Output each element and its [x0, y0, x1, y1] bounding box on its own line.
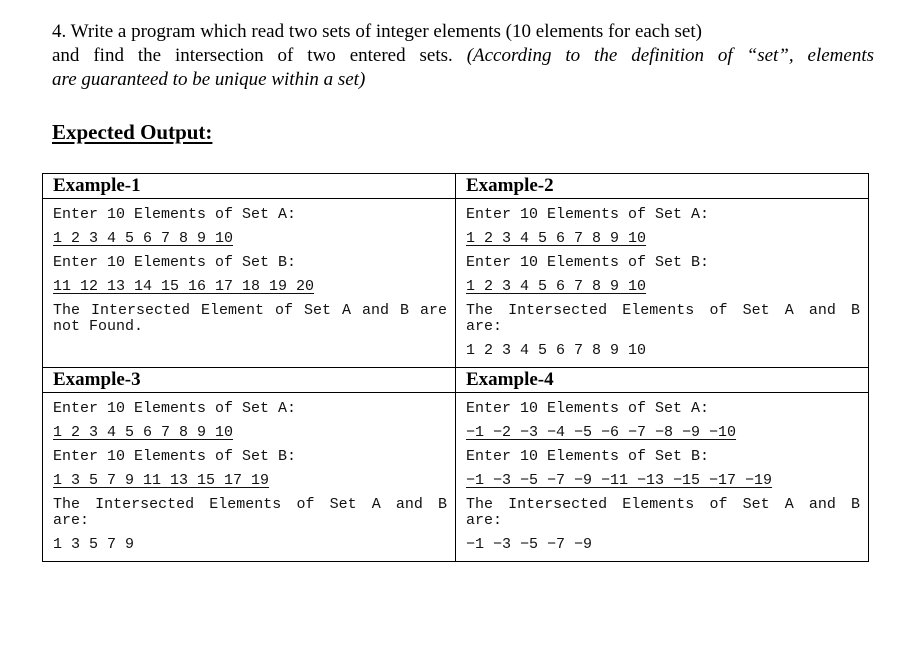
example-4-title: Example-4 — [466, 369, 554, 390]
example-2-console — [456, 207, 868, 359]
example-2-result-values: 1 2 3 4 5 6 7 8 9 10 — [466, 342, 647, 359]
example-1-input-a: 1 2 3 4 5 6 7 8 9 10 — [53, 230, 234, 247]
example-4-input-b-line — [466, 473, 860, 489]
examples-body-row — [43, 199, 869, 368]
example-1-console — [43, 207, 455, 335]
example-2-body — [456, 199, 869, 368]
question-line-1: 4. Write a program which read two sets of integer elements (10 elements for each set) — [52, 21, 702, 42]
example-2-prompt-a: Enter 10 Elements of Set A: — [466, 206, 710, 223]
example-2-input-b-line — [466, 279, 860, 295]
example-2-input-a-line — [466, 231, 860, 247]
example-3-input-b-line — [53, 473, 447, 489]
example-3-console — [43, 401, 455, 553]
question-line-2-plain: and find the intersection of two entered sets. — [52, 45, 467, 66]
examples-body-row-2 — [43, 393, 869, 562]
example-4-input-a: −1 −2 −3 −4 −5 −6 −7 −8 −9 −10 — [466, 424, 737, 441]
question-line-3-italic: are guaranteed to be unique within a set) — [52, 69, 366, 90]
example-4-body — [456, 393, 869, 562]
expected-output-heading: Expected Output: — [52, 120, 213, 144]
example-4-title-cell — [456, 368, 869, 393]
example-4-prompt-a: Enter 10 Elements of Set A: — [466, 400, 710, 417]
example-1-input-b-line — [53, 279, 447, 295]
question-line-2 — [52, 44, 874, 68]
question-line-3 — [52, 68, 874, 92]
example-1-result-text: The Intersected Element of Set A and B are not Found. — [53, 302, 447, 335]
example-4-result-values: −1 −3 −5 −7 −9 — [466, 536, 593, 553]
example-2-input-a: 1 2 3 4 5 6 7 8 9 10 — [466, 230, 647, 247]
example-2-title: Example-2 — [466, 175, 554, 196]
example-1-prompt-a: Enter 10 Elements of Set A: — [53, 206, 297, 223]
example-1-title: Example-1 — [53, 175, 141, 196]
examples-title-row-2 — [43, 368, 869, 393]
example-3-result-text: The Intersected Elements of Set A and B are: — [53, 496, 447, 529]
example-4-console — [456, 401, 868, 553]
example-1-input-a-line — [53, 231, 447, 247]
examples-table — [42, 173, 869, 562]
examples-title-row — [43, 174, 869, 199]
example-4-result-text: The Intersected Elements of Set A and B are: — [466, 496, 860, 529]
example-4-input-a-line — [466, 425, 860, 441]
example-3-prompt-b: Enter 10 Elements of Set B: — [53, 448, 297, 465]
question-line-2-italic: (According to the definition of “set”, elements — [466, 45, 874, 66]
example-2-input-b: 1 2 3 4 5 6 7 8 9 10 — [466, 278, 647, 295]
example-1-prompt-b: Enter 10 Elements of Set B: — [53, 254, 297, 271]
example-1-body — [43, 199, 456, 368]
example-3-input-a: 1 2 3 4 5 6 7 8 9 10 — [53, 424, 234, 441]
example-3-title-cell — [43, 368, 456, 393]
example-3-body — [43, 393, 456, 562]
example-4-prompt-b: Enter 10 Elements of Set B: — [466, 448, 710, 465]
example-1-input-b: 11 12 13 14 15 16 17 18 19 20 — [53, 278, 315, 295]
example-3-title: Example-3 — [53, 369, 141, 390]
example-3-prompt-a: Enter 10 Elements of Set A: — [53, 400, 297, 417]
example-4-input-b: −1 −3 −5 −7 −9 −11 −13 −15 −17 −19 — [466, 472, 773, 489]
example-1-title-cell — [43, 174, 456, 199]
example-3-result-values: 1 3 5 7 9 — [53, 536, 135, 553]
example-3-input-a-line — [53, 425, 447, 441]
example-2-prompt-b: Enter 10 Elements of Set B: — [466, 254, 710, 271]
example-2-result-text: The Intersected Elements of Set A and B are: — [466, 302, 860, 335]
question-text — [52, 20, 874, 92]
example-2-title-cell — [456, 174, 869, 199]
example-3-input-b: 1 3 5 7 9 11 13 15 17 19 — [53, 472, 270, 489]
